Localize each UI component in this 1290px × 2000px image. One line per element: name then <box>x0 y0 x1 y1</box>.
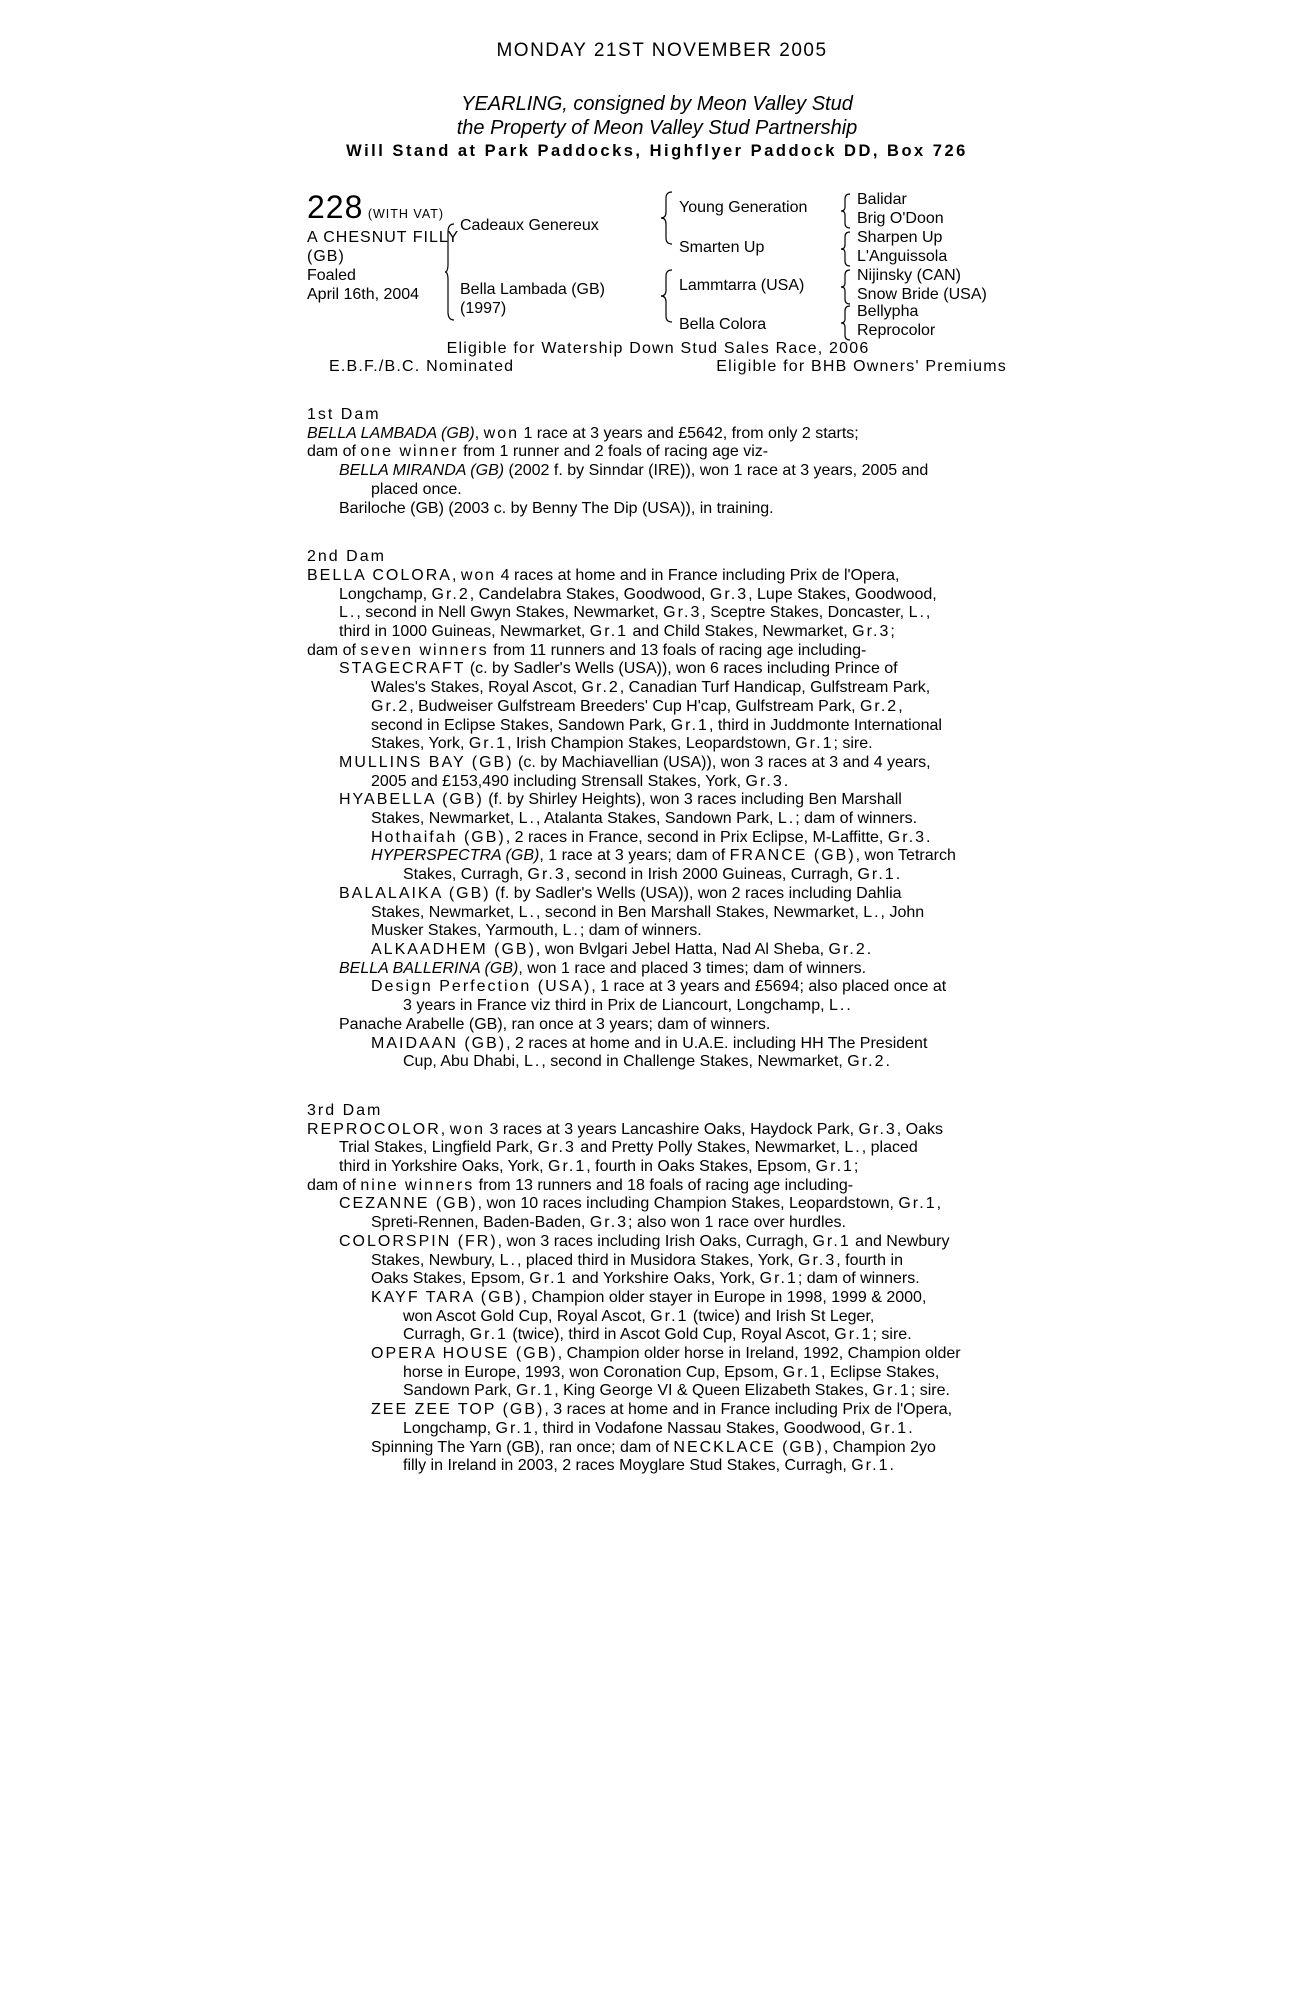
text-segment: and Newbury <box>850 1232 950 1250</box>
consignor-line: YEARLING, consigned by Meon Valley Stud <box>461 93 853 115</box>
text-segment: Gr.1 <box>795 735 834 753</box>
text-segment: Gr.1 <box>812 1232 851 1250</box>
text-segment: , <box>936 1195 942 1213</box>
text-segment: , second in Ben Marshall Stakes, Newmarket, <box>535 903 864 921</box>
text-segment: Gr.2 <box>847 1053 886 1071</box>
text-segment: L. <box>844 1139 862 1157</box>
text-segment: dam of <box>307 641 361 659</box>
text-segment: ; also won 1 race over hurdles. <box>628 1214 846 1232</box>
text-segment: Wales's Stakes, Royal Ascot, <box>371 679 582 697</box>
text-segment: won <box>483 424 520 442</box>
text-line <box>307 425 1007 444</box>
text-segment: OPERA HOUSE (GB) <box>371 1345 558 1363</box>
text-segment: 2005 and £153,490 including Strensall Stakes, York, <box>371 772 746 790</box>
text-segment: third in Yorkshire Oaks, York, <box>339 1158 548 1176</box>
text-segment: , Champion older horse in Ireland, 1992, Champion older <box>557 1345 961 1363</box>
text-segment: , Champion older stayer in Europe in 1998, 1999 & 2000, <box>522 1288 927 1306</box>
text-line <box>307 978 1007 997</box>
text-segment: ALKAADHEM (GB) <box>371 940 536 958</box>
text-line <box>307 604 1007 623</box>
text-line <box>307 1326 1007 1345</box>
text-segment: Stakes, Newbury, <box>371 1251 500 1269</box>
g3-1: Balidar <box>857 191 907 208</box>
text-segment: ; <box>853 1158 859 1176</box>
text-line <box>307 1035 1007 1054</box>
text-segment: third in 1000 Guineas, Newmarket, <box>339 623 590 641</box>
text-segment: BELLA MIRANDA (GB) <box>339 462 505 480</box>
second-dam-lines <box>307 567 1007 1072</box>
text-segment: ; sire. <box>872 1326 912 1344</box>
text-segment: STAGECRAFT <box>339 660 466 678</box>
text-line <box>307 481 1007 500</box>
text-segment: Gr.1 <box>515 1382 555 1400</box>
first-dam-heading: 1st Dam <box>307 406 381 423</box>
text-segment: Gr.1 <box>834 1326 873 1344</box>
text-line <box>307 1158 1007 1177</box>
text-segment: . <box>885 1053 890 1071</box>
text-segment: KAYF TARA (GB) <box>371 1288 523 1306</box>
text-segment: Gr.1 <box>857 866 896 884</box>
lot-origin: (GB) <box>307 248 345 265</box>
first-dam-lines <box>307 425 1007 519</box>
text-segment: , Canadian Turf Handicap, Gulfstream Park, <box>619 679 931 697</box>
text-segment: Gr.3 <box>537 1139 576 1157</box>
text-segment: 4 races at home and in France including Prix de l'Opera, <box>496 566 900 584</box>
text-line <box>307 462 1007 481</box>
text-segment: from 13 runners and 18 foals of racing age including- <box>474 1176 854 1194</box>
text-segment: L. <box>828 997 847 1015</box>
text-segment: L. <box>562 922 580 940</box>
text-segment: . <box>889 1457 894 1475</box>
text-line <box>307 960 1007 979</box>
eligibility-row <box>307 358 1007 376</box>
text-segment: Gr.1 <box>815 1158 854 1176</box>
text-segment: Stakes, Newmarket, <box>371 903 519 921</box>
text-line <box>307 642 1007 661</box>
catalogue-page <box>307 40 1007 1476</box>
text-segment: Gr.1 <box>548 1158 587 1176</box>
text-segment: Gr.3 <box>745 772 784 790</box>
text-segment: , Eclipse Stakes, <box>821 1363 940 1381</box>
g3-5: Nijinsky (CAN) <box>857 267 961 284</box>
text-segment: Gr.3 <box>852 623 891 641</box>
stand-location: Will Stand at Park Paddocks, Highflyer Paddock DD, Box 726 <box>346 142 968 160</box>
brace-icon <box>660 268 674 324</box>
text-segment: , won Tetrarch <box>855 847 956 865</box>
text-segment: , placed third in Musidora Stakes, York, <box>516 1251 799 1269</box>
text-line <box>307 1345 1007 1364</box>
text-segment: Gr.1 <box>872 1382 911 1400</box>
text-segment: and Child Stakes, Newmarket, <box>628 623 853 641</box>
text-segment: . <box>846 997 851 1015</box>
text-line <box>307 623 1007 642</box>
text-line <box>307 586 1007 605</box>
text-segment: Gr.3 <box>527 866 566 884</box>
second-dam-heading: 2nd Dam <box>307 548 386 566</box>
brace-icon <box>840 230 852 268</box>
text-segment: (twice), third in Ascot Gold Cup, Royal Ascot, <box>507 1326 835 1344</box>
text-segment: Trial Stakes, Lingfield Park, <box>339 1139 538 1157</box>
text-segment: dam of <box>307 1176 361 1194</box>
text-segment: . <box>908 1419 913 1437</box>
sale-date: MONDAY 21ST NOVEMBER 2005 <box>496 40 828 61</box>
text-segment: L. <box>518 810 536 828</box>
text-segment: horse in Europe, 1993, won Coronation Cup, Epsom, <box>403 1363 783 1381</box>
text-segment: , won Bvlgari Jebel Hatta, Nad Al Sheba, <box>535 940 829 958</box>
first-dam-section <box>307 406 1007 518</box>
text-line <box>307 754 1007 773</box>
brace-icon <box>840 268 852 306</box>
text-line <box>307 1289 1007 1308</box>
text-segment: L. <box>863 903 881 921</box>
text-segment: Gr.1 <box>851 1457 890 1475</box>
text-segment: BELLA LAMBADA (GB) <box>307 424 475 442</box>
text-line <box>307 1233 1007 1252</box>
text-segment: , 2 races at home and in U.A.E. including HH The President <box>506 1034 928 1052</box>
text-segment: , won 10 races including Champion Stakes, Leopardstown, <box>477 1195 899 1213</box>
text-segment: and Pretty Polly Stakes, Newmarket, <box>575 1139 845 1157</box>
text-segment: Longchamp, <box>403 1419 496 1437</box>
text-segment: Hothaifah (GB) <box>371 828 506 846</box>
lot-number: 228 <box>307 189 364 225</box>
text-line <box>307 1053 1007 1072</box>
text-segment: , Candelabra Stakes, Goodwood, <box>469 585 710 603</box>
lot-header <box>307 190 444 224</box>
text-segment: Stakes, Curragh, <box>403 866 528 884</box>
text-segment: , <box>898 697 903 715</box>
text-line <box>307 717 1007 736</box>
text-segment: Oaks Stakes, Epsom, <box>371 1270 530 1288</box>
text-segment: Longchamp, <box>339 585 432 603</box>
text-segment: ZEE ZEE TOP (GB) <box>371 1401 545 1419</box>
second-dam-section <box>307 548 1007 1072</box>
text-segment: Gr.1 <box>650 1307 689 1325</box>
text-line <box>307 1401 1007 1420</box>
pedigree-table <box>307 180 1007 340</box>
text-segment: Gr.3 <box>589 1214 629 1232</box>
text-segment: L. <box>499 1251 517 1269</box>
text-segment: , second in Irish 2000 Guineas, Curragh, <box>565 866 858 884</box>
text-segment: Gr.2 <box>371 697 410 715</box>
text-segment: , third in Juddmonte International <box>708 716 942 734</box>
text-segment: Gr.1 <box>898 1195 937 1213</box>
g3-2: Brig O'Doon <box>857 210 944 227</box>
brace-icon <box>840 192 852 230</box>
text-line <box>307 698 1007 717</box>
text-segment: . <box>895 866 901 884</box>
text-segment: Gr.3 <box>663 604 702 622</box>
text-line <box>307 1457 1007 1476</box>
text-segment: filly in Ireland in 2003, 2 races Moyglare Stud Stakes, Curragh, <box>403 1457 852 1475</box>
text-segment: Gr.1 <box>759 1270 798 1288</box>
text-segment: Gr.3 <box>709 585 749 603</box>
text-line <box>307 941 1007 960</box>
text-line <box>307 847 1007 866</box>
text-segment: , <box>440 1120 450 1138</box>
text-segment: FRANCE (GB) <box>729 847 856 865</box>
text-segment: , 1 race at 3 years; dam of <box>539 847 730 865</box>
text-segment: L. <box>523 1053 542 1071</box>
text-segment: , won 3 races including Irish Oaks, Curragh, <box>497 1232 813 1250</box>
text-line <box>307 1177 1007 1196</box>
text-segment: Gr.1 <box>869 1419 909 1437</box>
foaled-label: Foaled <box>307 267 356 284</box>
text-segment: from 11 runners and 13 foals of racing age including- <box>488 641 867 659</box>
text-segment: Panache Arabelle (GB), ran once at 3 years; dam of winners. <box>339 1015 771 1033</box>
text-line <box>307 997 1007 1016</box>
text-segment: Musker Stakes, Yarmouth, <box>371 922 563 940</box>
text-segment: BELLA BALLERINA (GB) <box>339 959 519 977</box>
ebf-nomination: E.B.F./B.C. Nominated <box>329 358 515 375</box>
text-segment: Gr.3 <box>798 1251 837 1269</box>
text-segment: ; <box>890 623 895 641</box>
text-line <box>307 810 1007 829</box>
text-line <box>307 679 1007 698</box>
text-segment: Gr.3 <box>887 828 927 846</box>
text-segment: nine winners <box>360 1176 475 1194</box>
text-segment: Gr.1 <box>468 735 508 753</box>
text-segment: L. <box>777 810 796 828</box>
text-line <box>307 1195 1007 1214</box>
text-segment: , fourth in <box>836 1251 903 1269</box>
property-line: the Property of Meon Valley Stud Partnership <box>456 117 858 139</box>
text-segment: , Budweiser Gulfstream Breeders' Cup H'cap, Gulfstream Park, <box>409 697 860 715</box>
text-segment: placed once. <box>371 480 462 498</box>
text-segment: . <box>926 828 931 846</box>
text-segment: , Atalanta Stakes, Sandown Park, <box>535 810 778 828</box>
text-line <box>307 1382 1007 1401</box>
text-segment: BALALAIKA (GB) <box>339 884 491 902</box>
text-segment: won <box>460 566 497 584</box>
text-segment: NECKLACE (GB) <box>673 1438 824 1456</box>
text-line <box>307 1214 1007 1233</box>
sales-race-eligibility: Eligible for Watership Down Stud Sales Race, 2006 <box>446 340 870 357</box>
text-line <box>307 904 1007 923</box>
text-segment: (2002 f. by Sinndar (IRE)), won 1 race at 3 years, 2005 and <box>504 462 929 480</box>
text-segment: ; sire. <box>833 735 873 753</box>
text-segment: (twice) and Irish St Leger, <box>688 1307 875 1325</box>
text-segment: REPROCOLOR <box>307 1120 441 1138</box>
text-segment: ; sire. <box>910 1382 950 1400</box>
text-segment: from 1 runner and 2 foals of racing age viz- <box>458 443 769 461</box>
text-segment: , King George VI & Queen Elizabeth Stakes, <box>554 1382 873 1400</box>
text-line <box>307 1439 1007 1458</box>
text-segment: , <box>925 604 931 622</box>
text-segment: Cup, Abu Dhabi, <box>403 1053 524 1071</box>
text-segment: , 2 races in France, second in Prix Eclipse, M-Laffitte, <box>505 828 888 846</box>
text-segment: second in Eclipse Stakes, Sandown Park, <box>371 716 671 734</box>
text-segment: L. <box>339 604 357 622</box>
owners-premiums: Eligible for BHB Owners' Premiums <box>716 358 1007 375</box>
text-segment: ; dam of winners. <box>797 1270 920 1288</box>
text-segment: (c. by Sadler's Wells (USA)), won 6 races including Prince of <box>465 660 898 678</box>
text-segment: Gr.3 <box>858 1120 897 1138</box>
text-segment: 1 race at 3 years and £5642, from only 2 starts; <box>519 424 859 442</box>
third-dam-lines <box>307 1121 1007 1476</box>
text-segment: , won 1 race and placed 3 times; dam of winners. <box>518 959 867 977</box>
text-segment: 3 races at 3 years Lancashire Oaks, Haydock Park, <box>485 1120 859 1138</box>
text-segment: , 1 race at 3 years and £5694; also placed once at <box>591 978 947 996</box>
text-segment: , second in Challenge Stakes, Newmarket, <box>541 1053 848 1071</box>
text-segment: , <box>474 424 484 442</box>
text-segment: won <box>449 1120 486 1138</box>
sire-dam: Smarten Up <box>679 239 765 256</box>
text-segment: Spinning The Yarn (GB), ran once; dam of <box>371 1438 674 1456</box>
text-segment: ; dam of winners. <box>579 922 702 940</box>
text-segment: (f. by Shirley Heights), won 3 races including Ben Marshall <box>483 791 902 809</box>
third-dam-heading: 3rd Dam <box>307 1101 383 1119</box>
brace-icon <box>444 222 456 322</box>
text-line <box>307 1308 1007 1327</box>
text-segment: , Irish Champion Stakes, Leopardstown, <box>507 735 796 753</box>
text-segment: , fourth in Oaks Stakes, Epsom, <box>586 1158 816 1176</box>
text-segment: CEZANNE (GB) <box>339 1195 478 1213</box>
lot-description: A CHESNUT FILLY <box>307 229 460 246</box>
text-segment: (c. by Machiavellian (USA)), won 3 races at 3 and 4 years, <box>513 753 931 771</box>
text-line <box>307 735 1007 754</box>
third-dam-section <box>307 1102 1007 1476</box>
dam-name: Bella Lambada (GB) <box>460 281 605 298</box>
brace-icon <box>660 190 674 246</box>
text-segment: (f. by Sadler's Wells (USA)), won 2 races including Dahlia <box>490 884 902 902</box>
text-segment: Gr.1 <box>529 1270 568 1288</box>
text-segment: Bariloche (GB) (2003 c. by Benny The Dip (USA)), in training. <box>339 499 774 517</box>
text-segment: L. <box>908 604 926 622</box>
text-line <box>307 1016 1007 1035</box>
g3-8: Reprocolor <box>857 322 936 339</box>
g3-6: Snow Bride (USA) <box>857 286 987 303</box>
foaled-date: April 16th, 2004 <box>307 286 420 303</box>
text-segment: ; dam of winners. <box>795 810 918 828</box>
sire-sire: Young Generation <box>679 199 808 216</box>
text-segment: Spreti-Rennen, Baden-Baden, <box>371 1214 590 1232</box>
text-segment: Design Perfection (USA) <box>371 978 592 996</box>
text-line <box>307 1270 1007 1289</box>
text-line <box>307 1420 1007 1439</box>
vat-note: (WITH VAT) <box>367 207 445 221</box>
text-segment: Gr.1 <box>495 1419 534 1437</box>
text-line <box>307 1252 1007 1271</box>
text-line <box>307 866 1007 885</box>
g3-3: Sharpen Up <box>857 229 943 246</box>
text-segment: Stakes, York, <box>371 735 469 753</box>
text-segment: Gr.1 <box>469 1326 508 1344</box>
text-segment: Sandown Park, <box>403 1382 516 1400</box>
text-segment: L. <box>518 903 536 921</box>
text-segment: , Sceptre Stakes, Doncaster, <box>701 604 909 622</box>
text-line <box>307 1139 1007 1158</box>
text-line <box>307 829 1007 848</box>
text-segment: , third in Vodafone Nassau Stakes, Goodwood, <box>533 1419 870 1437</box>
text-line <box>307 567 1007 586</box>
g3-7: Bellypha <box>857 303 919 320</box>
text-segment: dam of <box>307 443 361 461</box>
text-line <box>307 773 1007 792</box>
text-line <box>307 885 1007 904</box>
text-segment: Gr.2 <box>581 679 620 697</box>
text-line <box>307 660 1007 679</box>
text-segment: , John <box>880 903 925 921</box>
text-segment: COLORSPIN (FR) <box>339 1232 498 1250</box>
text-segment: , second in Nell Gwyn Stakes, Newmarket, <box>356 604 664 622</box>
text-segment: HYPERSPECTRA (GB) <box>371 847 540 865</box>
text-segment: Gr.2 <box>828 940 867 958</box>
text-segment: , Champion 2yo <box>823 1438 936 1456</box>
text-segment: Gr.2 <box>431 585 470 603</box>
text-segment: Gr.2 <box>859 697 899 715</box>
text-segment: Gr.1 <box>589 623 629 641</box>
text-segment: , Oaks <box>896 1120 944 1138</box>
text-segment: , Lupe Stakes, Goodwood, <box>748 585 937 603</box>
text-segment: MAIDAAN (GB) <box>371 1034 507 1052</box>
text-segment: , 3 races at home and in France including Prix de l'Opera, <box>544 1401 953 1419</box>
dam-sire: Lammtarra (USA) <box>679 277 805 294</box>
text-segment: , <box>451 566 461 584</box>
text-segment: Stakes, Newmarket, <box>371 810 519 828</box>
text-segment: , placed <box>861 1139 918 1157</box>
text-segment: . <box>866 940 872 958</box>
brace-icon <box>840 304 852 342</box>
g3-4: L'Anguissola <box>857 248 948 265</box>
dam-dam: Bella Colora <box>679 316 767 333</box>
text-segment: HYABELLA (GB) <box>339 791 484 809</box>
text-segment: Gr.1 <box>670 716 709 734</box>
dam-year: (1997) <box>460 300 507 317</box>
text-segment: Curragh, <box>403 1326 470 1344</box>
text-line <box>307 791 1007 810</box>
text-segment: . <box>783 772 789 790</box>
text-segment: Gr.1 <box>782 1363 822 1381</box>
text-line <box>307 922 1007 941</box>
text-segment: seven winners <box>360 641 489 659</box>
text-line <box>307 500 1007 519</box>
text-segment: one winner <box>360 443 459 461</box>
text-line <box>307 1364 1007 1383</box>
sire-name: Cadeaux Genereux <box>460 217 599 234</box>
text-line <box>307 1121 1007 1140</box>
text-segment: BELLA COLORA <box>307 566 452 584</box>
text-segment: won Ascot Gold Cup, Royal Ascot, <box>403 1307 651 1325</box>
text-line <box>307 443 1007 462</box>
text-segment: 3 years in France viz third in Prix de Liancourt, Longchamp, <box>403 997 829 1015</box>
text-segment: MULLINS BAY (GB) <box>339 753 514 771</box>
text-segment: and Yorkshire Oaks, York, <box>567 1270 760 1288</box>
